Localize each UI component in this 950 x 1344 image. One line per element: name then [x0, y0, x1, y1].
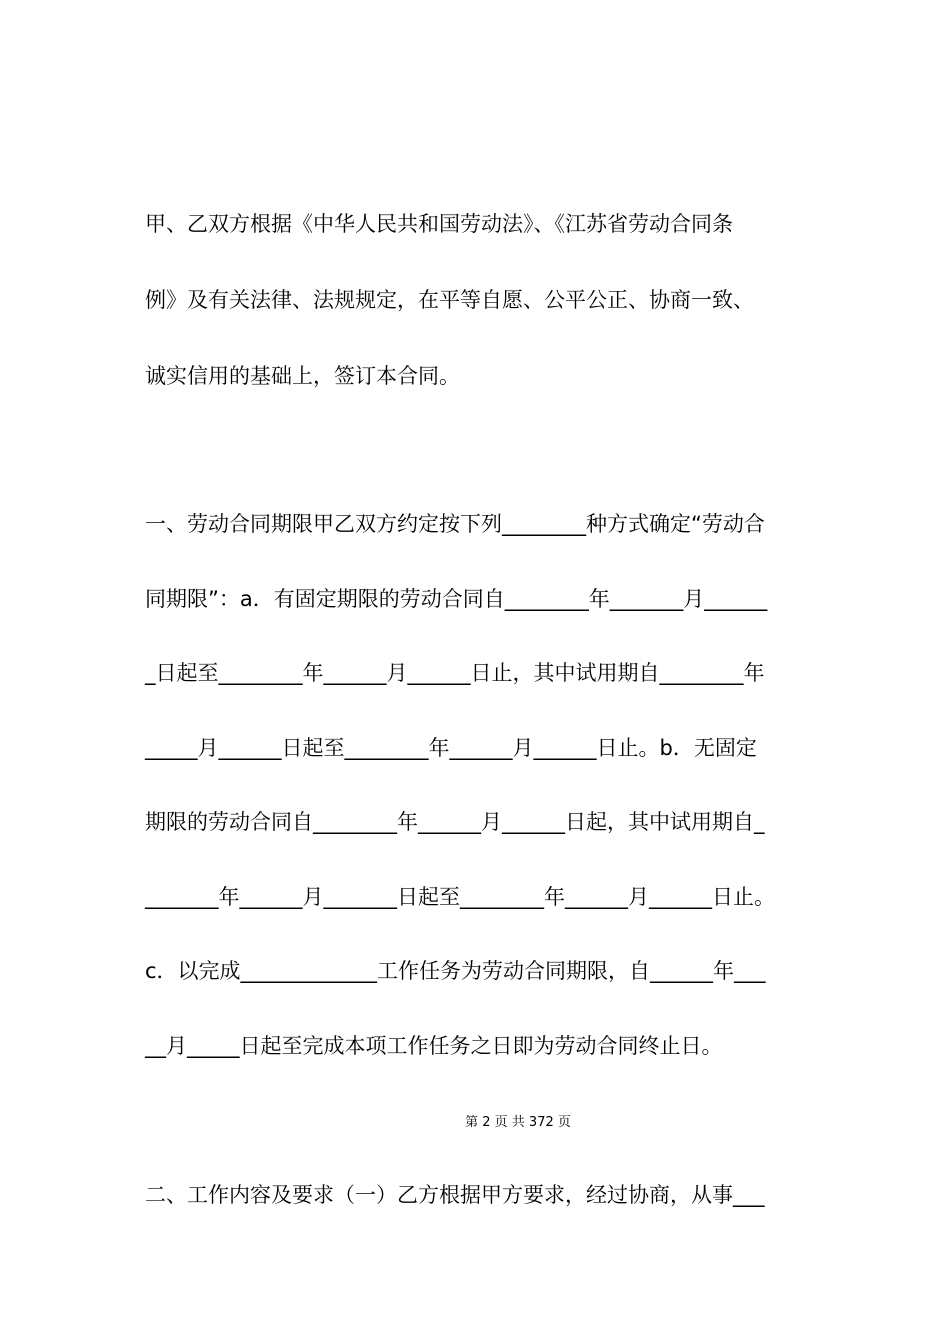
preamble-line-1: 甲、乙双方根据《中华人民共和国劳动法》、《江苏省劳动合同条 — [145, 212, 733, 236]
preamble-line-2: 例》及有关法律、法规规定，在平等自愿、公平公正、协商一致、 — [145, 288, 754, 312]
section-one-line-6: _______年______月_______日起至________年______月______日止。 — [145, 885, 775, 909]
section-one-line-2: 同期限”：a．有固定期限的劳动合同自________年_______月______ — [145, 587, 768, 611]
section-one-line-1: 一、劳动合同期限甲乙双方约定按下列________种方式确定“劳动合 — [145, 512, 765, 536]
section-one-line-4: _____月______日起至________年______月______日止。b．无固定 — [145, 736, 757, 760]
section-one-line-8: __月_____日起至完成本项工作任务之日即为劳动合同终止日。 — [145, 1034, 723, 1058]
page-number-footer: 第 2 页 共 372 页 — [465, 1115, 571, 1130]
section-one-line-7: c．以完成_____________工作任务为劳动合同期限，自______年___ — [145, 959, 766, 983]
preamble-line-3: 诚实信用的基础上，签订本合同。 — [145, 364, 460, 388]
section-one-line-5: 期限的劳动合同自________年______月______日起，其中试用期自_ — [145, 810, 765, 834]
section-two-line-1: 二、工作内容及要求（一）乙方根据甲方要求，经过协商，从事___ — [145, 1183, 765, 1207]
section-one-line-3: _日起至________年______月______日止，其中试用期自________年 — [145, 661, 765, 685]
